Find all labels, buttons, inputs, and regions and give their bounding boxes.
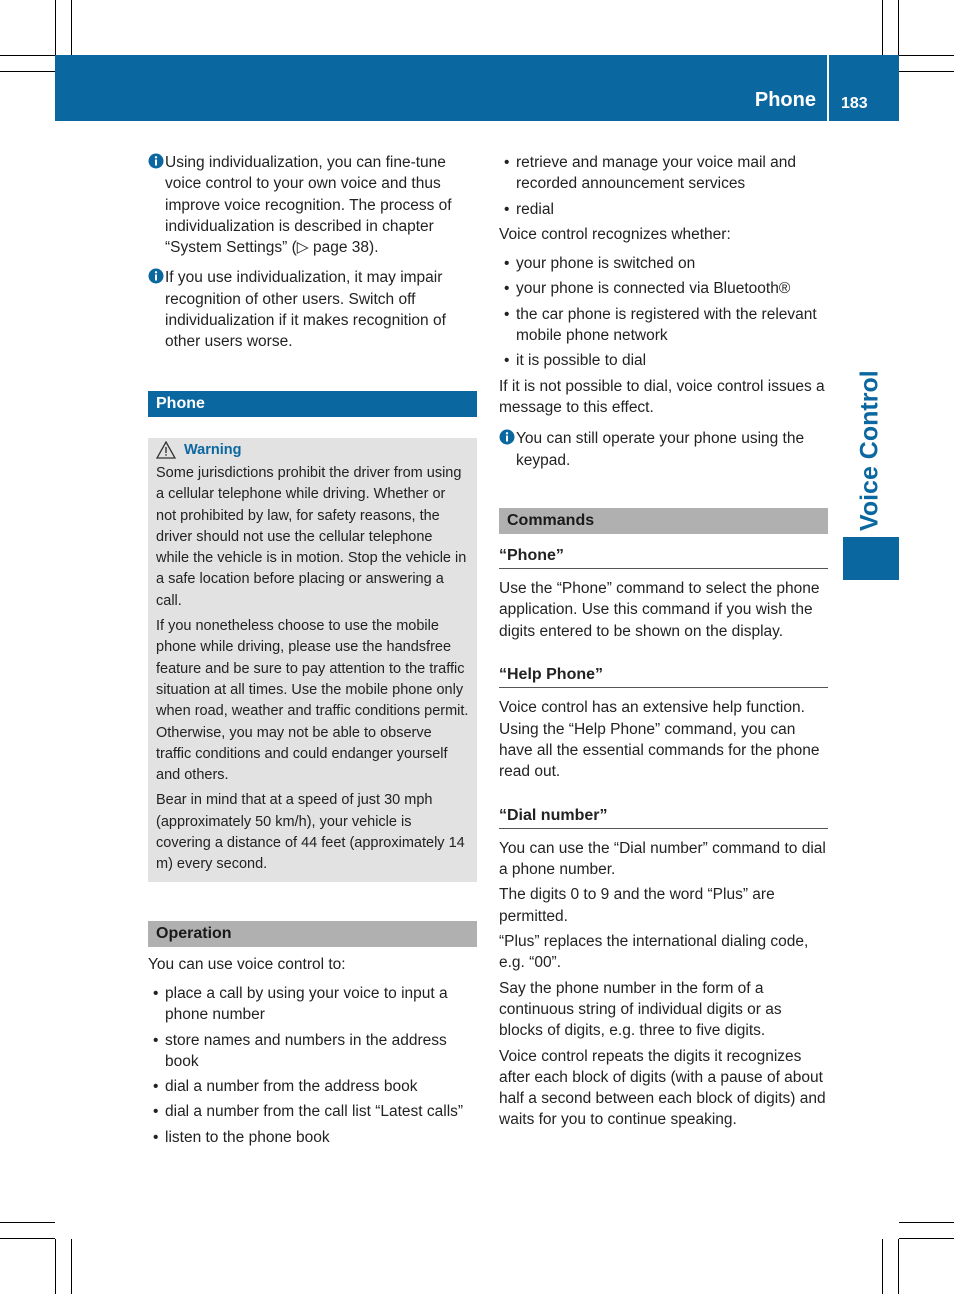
command-text: Use the “Phone” command to select the phone application. Use this command if you wish the digits entered to be shown on the display. (499, 580, 820, 640)
info-text: If you use individualization, it may impair recognition of other users. Switch off individualization if it makes recognition of other users worse. (165, 269, 446, 351)
crop-mark (71, 0, 72, 55)
info-text: You can still operate your phone using the keypad. (516, 430, 805, 469)
dial-paragraph: You can use the “Dial number” command to dial a phone number. (499, 839, 826, 879)
crop-mark (882, 0, 883, 55)
crop-mark (55, 0, 56, 55)
command-heading-dial-number: “Dial number” (499, 805, 828, 829)
section-heading-phone: Phone (148, 391, 477, 417)
warning-triangle-icon (156, 441, 176, 459)
info-note (148, 267, 477, 352)
crop-mark (882, 1239, 883, 1294)
dial-paragraph: “Plus” replaces the international dialing code, e.g. “00”. (499, 933, 809, 972)
list-item: • retrieve and manage your voice mail and recorded announcement services (499, 152, 828, 195)
not-possible-text: If it is not possible to dial, voice control issues a message to this effect. (499, 377, 825, 416)
list-item: • place a call by using your voice to input a phone number (148, 983, 477, 1026)
section-heading-commands: Commands (499, 508, 828, 534)
feature-list (499, 152, 828, 220)
crop-mark (899, 55, 954, 56)
list-item: • dial a number from the call list “Latest calls” (148, 1101, 477, 1122)
page-number: 183 (841, 95, 868, 112)
warning-box (148, 438, 477, 882)
list-item: • redial (499, 199, 828, 220)
warning-paragraph: Bear in mind that at a speed of just 30 mph (approximately 50 km/h), your vehicle is covering a distance of 44 feet (approximately 14 m) every second. (156, 792, 465, 873)
side-tab-label: Voice Control (855, 370, 884, 531)
crop-mark (899, 1238, 954, 1239)
warning-paragraph: If you nonetheless choose to use the mobile phone while driving, please use the handsfree feature and be sure to pay attention to the traffic situation at all times. Use the mobile phone only when road, weather and traffic conditions permit. Otherwise, you may not be able to observe traffic conditions and could endanger yourself and others. (156, 618, 469, 784)
list-item: • it is possible to dial (499, 350, 828, 371)
warning-title: Warning (184, 441, 242, 458)
info-text: Using individualization, you can fine-tune voice control to your own voice and thus improve voice recognition. The process of individualization is described in chapter “System Settings” (▷ page 38). (165, 154, 452, 257)
crop-mark (898, 0, 899, 55)
recognizes-intro: Voice control recognizes whether: (499, 225, 731, 243)
crop-mark (899, 1222, 954, 1223)
crop-mark (898, 1239, 899, 1294)
info-icon (499, 429, 515, 445)
side-tab-marker (843, 537, 899, 580)
crop-mark (899, 71, 954, 72)
command-heading-phone: “Phone” (499, 545, 828, 569)
info-icon (148, 153, 164, 169)
operation-list (148, 983, 477, 1148)
left-column (148, 152, 477, 1152)
list-item: • your phone is switched on (499, 253, 828, 274)
info-note (499, 428, 828, 471)
operation-intro: You can use voice control to: (148, 955, 346, 973)
crop-mark (55, 1239, 56, 1294)
warning-header (156, 440, 469, 461)
list-item: • the car phone is registered with the relevant mobile phone network (499, 304, 828, 347)
list-item: • dial a number from the address book (148, 1076, 477, 1097)
crop-mark (0, 1238, 55, 1239)
list-item: • listen to the phone book (148, 1127, 477, 1148)
recognizes-list (499, 253, 828, 371)
crop-mark (0, 55, 55, 56)
dial-paragraph: Say the phone number in the form of a continuous string of individual digits or as blocks of digits, e.g. three to five digits. (499, 979, 782, 1040)
info-note (148, 152, 477, 258)
header-title: Phone (754, 89, 816, 111)
section-heading-operation: Operation (148, 921, 477, 947)
list-item: • your phone is connected via Bluetooth® (499, 278, 828, 299)
crop-mark (0, 1222, 55, 1223)
crop-mark (71, 1239, 72, 1294)
command-heading-help-phone: “Help Phone” (499, 664, 828, 688)
crop-mark (0, 71, 55, 72)
list-item: • store names and numbers in the address book (148, 1030, 477, 1073)
dial-paragraph: Voice control repeats the digits it recognizes after each block of digits (with a pause of about half a second between each block of digits) and waits for you to continue speaking. (499, 1047, 826, 1129)
command-text: Voice control has an extensive help function. Using the “Help Phone” command, you can have all the essential commands for the phone read out. (499, 699, 820, 781)
warning-paragraph: Some jurisdictions prohibit the driver from using a cellular telephone while driving. Whether or not prohibited by law, for safety reasons, the driver should not use the cellular telephone while the vehicle is in motion. Stop the vehicle in a safe location before placing or answering a call. (156, 464, 467, 609)
dial-paragraph: The digits 0 to 9 and the word “Plus” are permitted. (499, 886, 775, 925)
header-divider (827, 55, 829, 121)
info-icon (148, 268, 164, 284)
right-column (499, 152, 828, 1135)
